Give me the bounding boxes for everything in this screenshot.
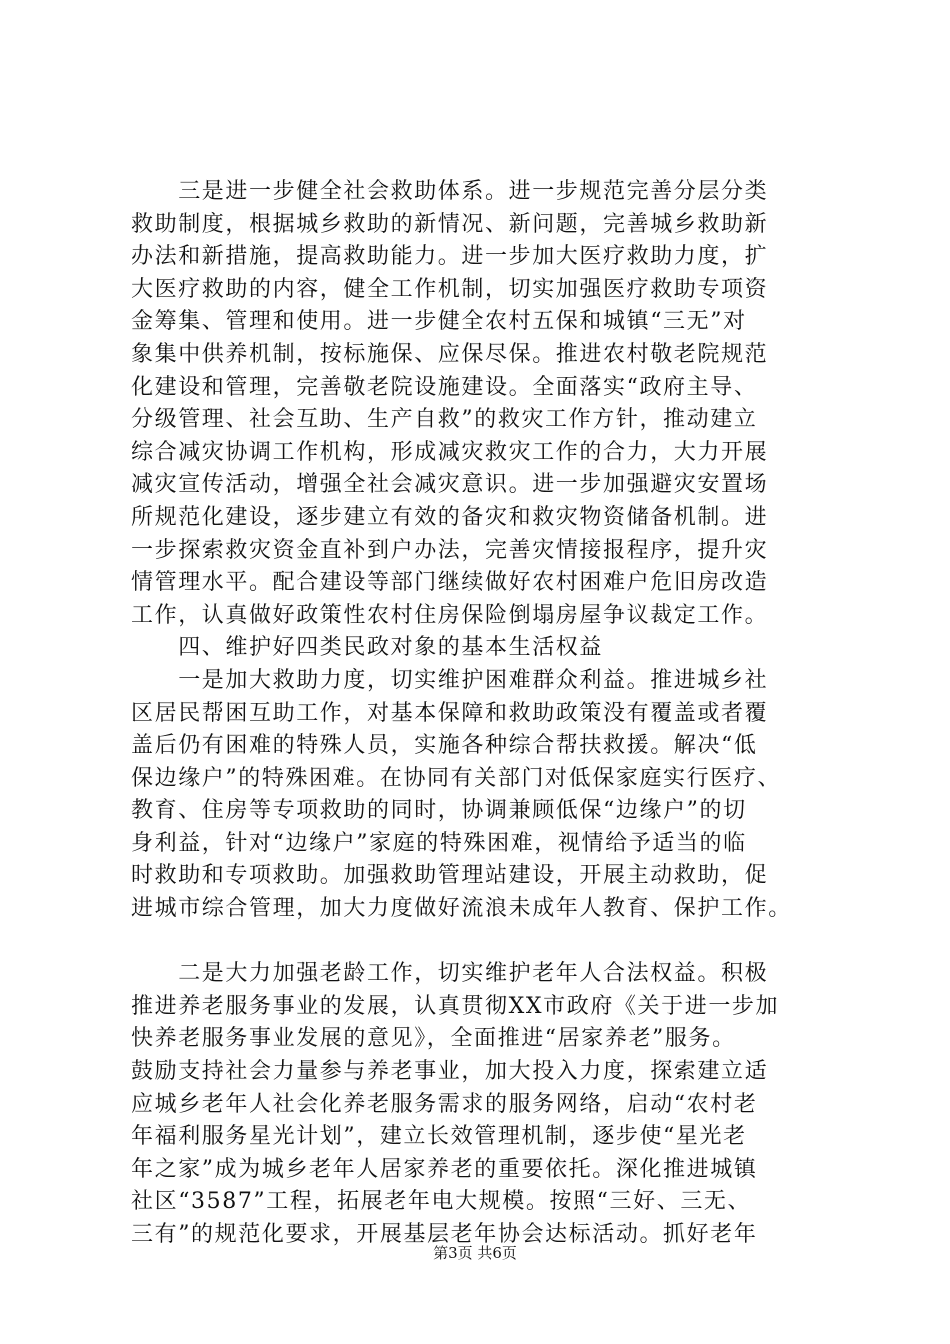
text-line: 教育、住房等专项救助的同时，协调兼顾低保“边缘户”的切 xyxy=(131,798,747,824)
text-line: 三是进一步健全社会救助体系。进一步规范完善分层分类 xyxy=(131,179,769,204)
text-line: 社区“3587”工程，拓展老年电大规模。按照“三好、三无、 xyxy=(131,1189,752,1215)
text-line: 办法和新措施，提高救助能力。进一步加大医疗救助力度，扩 xyxy=(131,244,769,270)
text-line: 身利益，针对“边缘户”家庭的特殊困难，视情给予适当的临 xyxy=(131,830,747,856)
text-line: 推进养老服务事业的发展，认真贯彻XX市政府《关于进一步加 xyxy=(131,993,780,1019)
text-line: 快养老服务事业发展的意见》，全面推进“居家养老”服务。 xyxy=(131,1026,736,1052)
text-line: 分级管理、社会互助、生产自救”的救灾工作方针，推动建立 xyxy=(131,407,758,433)
text-line: 工作，认真做好政策性农村住房保险倒塌房屋争议裁定工作。 xyxy=(131,602,769,628)
section-heading: 四、维护好四类民政对象的基本生活权益 xyxy=(131,635,604,661)
text-line: 救助制度，根据城乡救助的新情况、新问题，完善城乡救助新 xyxy=(131,211,769,237)
text-line: 象集中供养机制，按标施保、应保尽保。推进农村敬老院规范 xyxy=(131,341,769,367)
paragraph-gap xyxy=(131,926,831,959)
document-body xyxy=(131,176,831,1252)
text-line: 时救助和专项救助。加强救助管理站建设，开展主动救助，促 xyxy=(131,863,769,889)
text-line: 年之家”成为城乡老年人居家养老的重要依托。深化推进城镇 xyxy=(131,1156,758,1182)
text-line: 金筹集、管理和使用。进一步健全农村五保和城镇“三无”对 xyxy=(131,309,747,335)
page-number-footer: 第3页 共6页 xyxy=(433,1244,517,1262)
text-line: 二是大力加强老龄工作，切实维护老年人合法权益。积极 xyxy=(131,961,769,987)
text-line: 进城市综合管理，加大力度做好流浪未成年人教育、保护工作。 xyxy=(131,896,792,922)
text-line: 一是加大救助力度，切实维护困难群众利益。推进城乡社 xyxy=(131,667,769,693)
text-line: 综合减灾协调工作机构，形成减灾救灾工作的合力，大力开展 xyxy=(131,439,769,465)
text-line: 盖后仍有困难的特殊人员，实施各种综合帮扶救援。解决“低 xyxy=(131,733,758,759)
text-block-part2 xyxy=(131,958,831,1251)
text-line: 情管理水平。配合建设等部门继续做好农村困难户危旧房改造 xyxy=(131,570,769,596)
text-line: 化建设和管理，完善敬老院设施建设。全面落实“政府主导、 xyxy=(131,374,758,400)
text-line: 减灾宣传活动，增强全社会减灾意识。进一步加强避灾安置场 xyxy=(131,472,769,498)
text-line: 年福利服务星光计划”，建立长效管理机制，逐步使“星光老 xyxy=(131,1124,747,1150)
text-line: 保边缘户”的特殊困难。在协同有关部门对低保家庭实行医疗、 xyxy=(131,765,782,791)
text-line: 所规范化建设，逐步建立有效的备灾和救灾物资储备机制。进 xyxy=(131,504,769,530)
text-line: 大医疗救助的内容，健全工作机制，切实加强医疗救助专项资 xyxy=(131,276,769,302)
text-line: 区居民帮困互助工作，对基本保障和救助政策没有覆盖或者覆 xyxy=(131,700,769,726)
text-line: 鼓励支持社会力量参与养老事业，加大投入力度，探索建立适 xyxy=(131,1059,769,1085)
text-block-part1 xyxy=(131,176,831,926)
text-line: 三有”的规范化要求，开展基层老年协会达标活动。抓好老年 xyxy=(131,1222,758,1247)
text-line: 一步探索救灾资金直补到户办法，完善灾情接报程序，提升灾 xyxy=(131,537,769,563)
text-line: 应城乡老年人社会化养老服务需求的服务网络，启动“农村老 xyxy=(131,1091,758,1117)
